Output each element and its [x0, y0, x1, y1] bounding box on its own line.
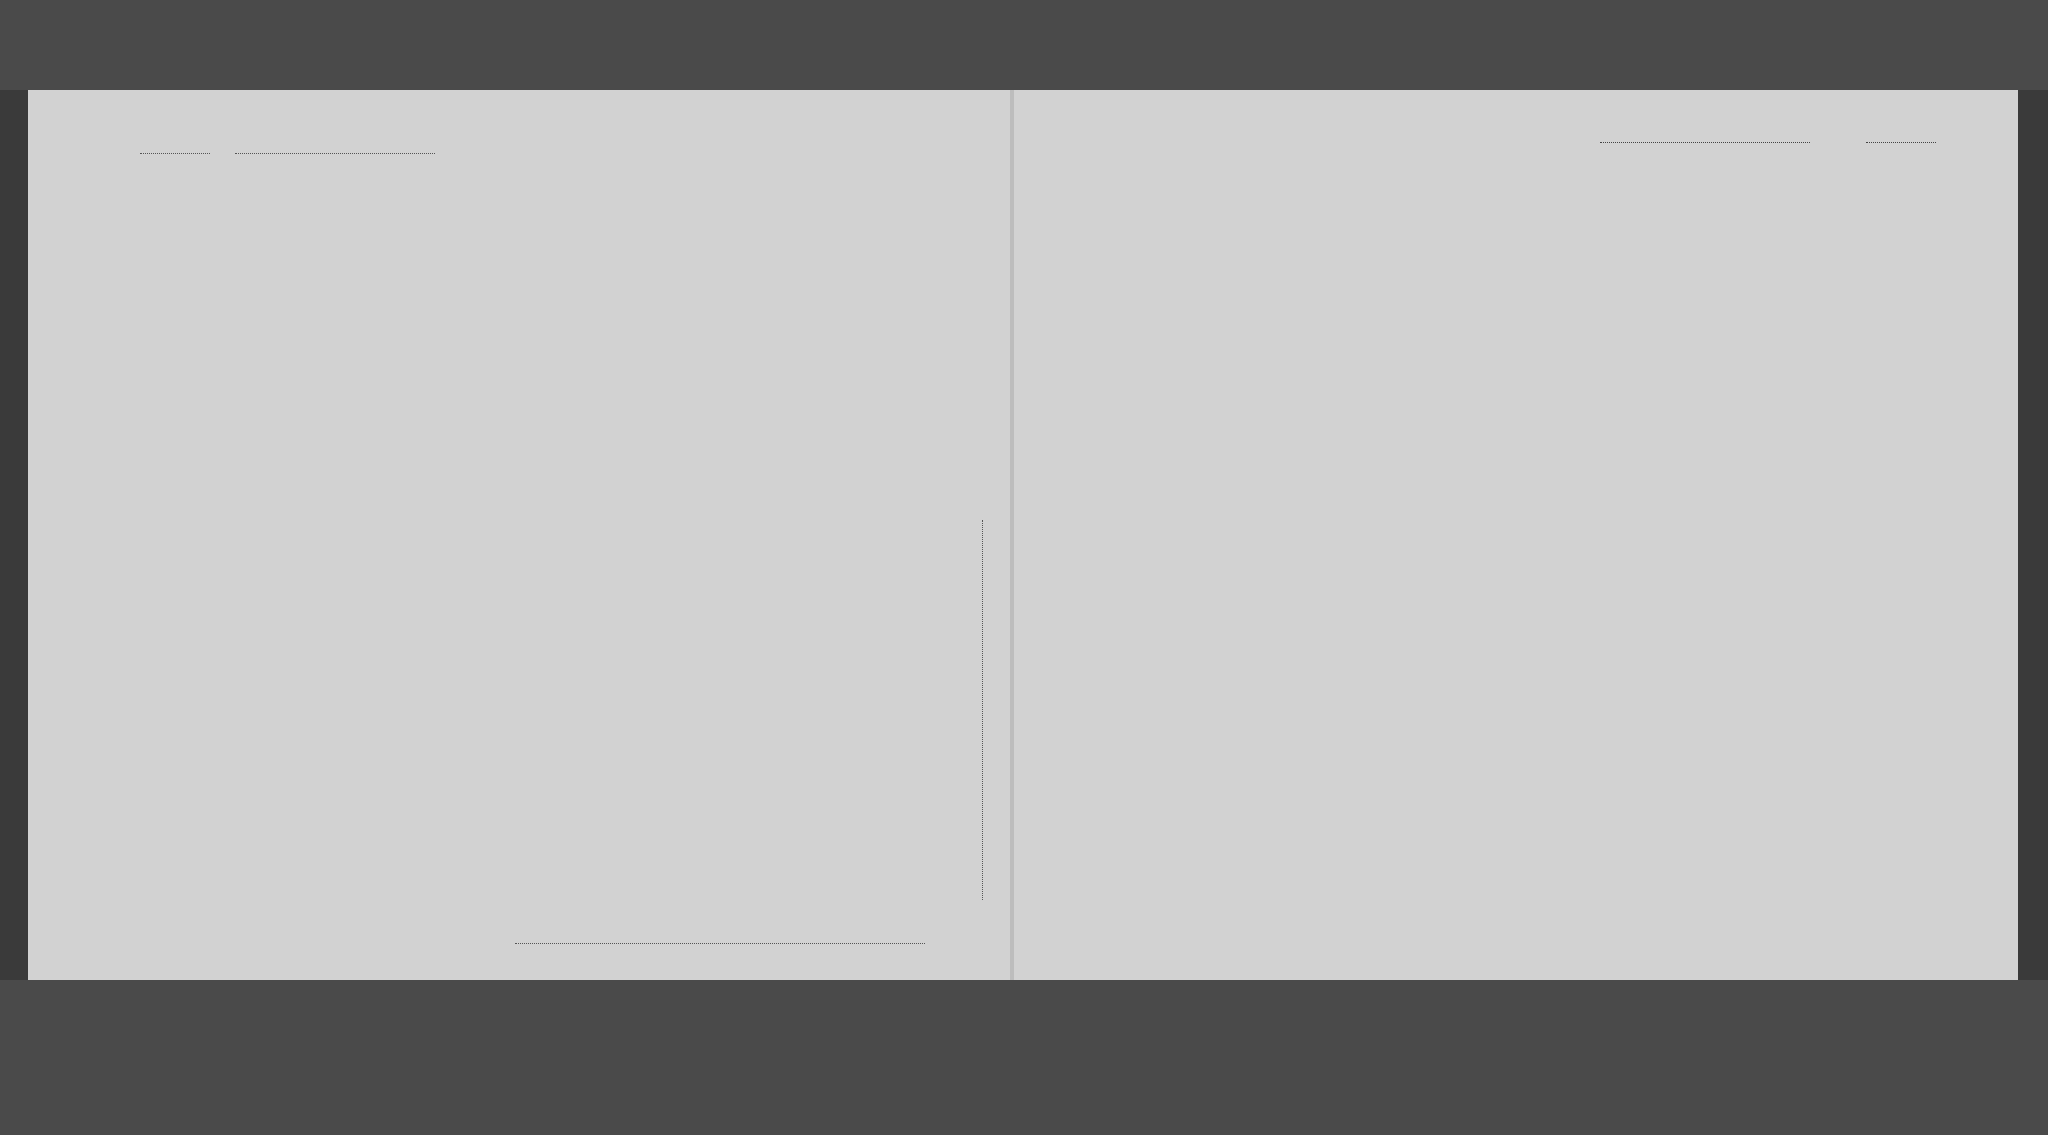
nr-line[interactable]	[1866, 142, 1936, 143]
left-heading	[140, 140, 435, 158]
scanner-background	[0, 980, 2048, 1135]
street-line[interactable]	[1600, 142, 1810, 143]
page-fold	[1010, 90, 1014, 980]
signature-field[interactable]	[515, 942, 925, 944]
bestyrer-line[interactable]	[982, 520, 984, 900]
form-sheet	[28, 90, 2018, 980]
scanner-background	[0, 0, 2048, 90]
